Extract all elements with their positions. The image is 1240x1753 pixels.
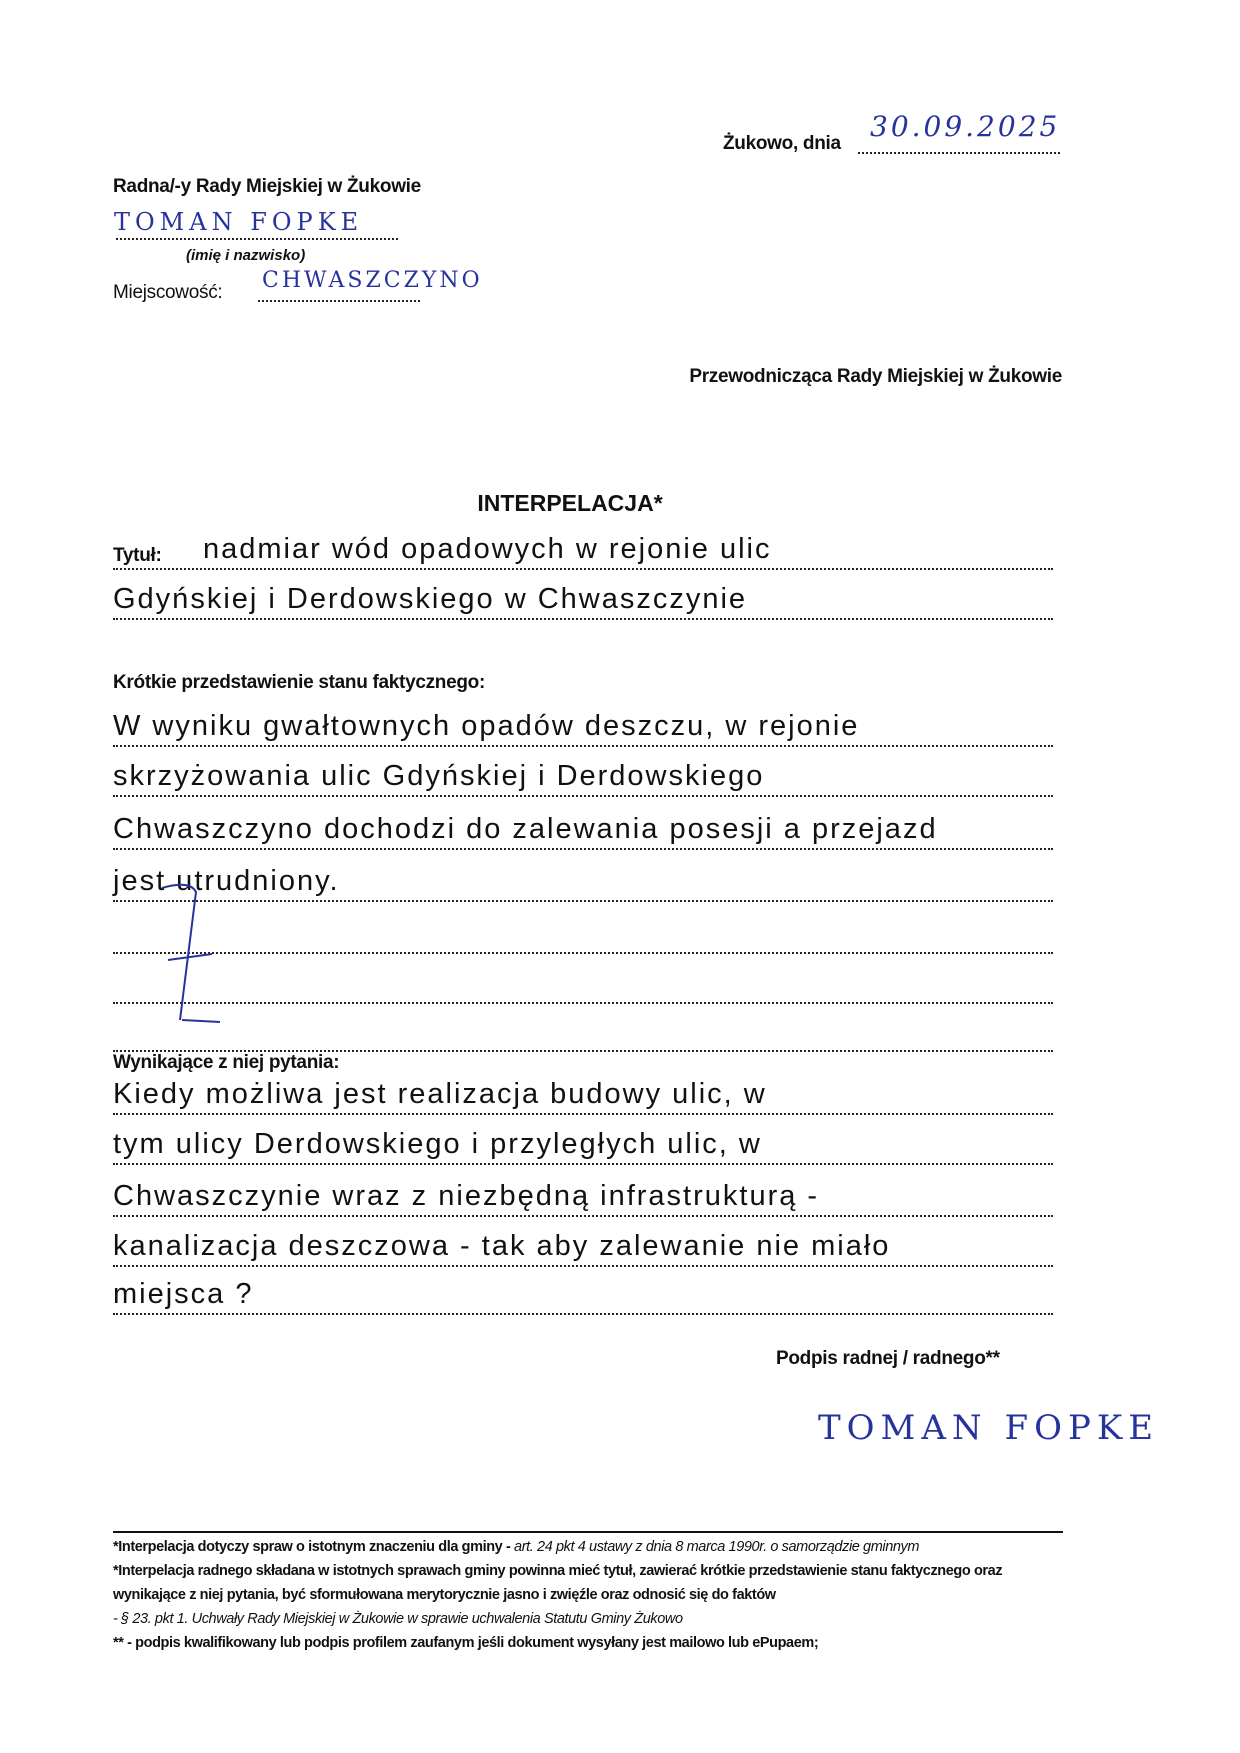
title-line[interactable] xyxy=(113,568,1053,620)
z-strikethrough-mark xyxy=(150,880,230,1030)
facts-line[interactable] xyxy=(113,798,1053,850)
facts-line[interactable] xyxy=(113,745,1053,797)
facts-line[interactable] xyxy=(113,695,1053,747)
locality-field-line xyxy=(258,300,420,302)
facts-text: skrzyżowania ulic Gdyńskiej i Derdowskiego xyxy=(113,760,765,792)
footnote-2-source: - § 23. pkt 1. Uchwały Rady Miejskiej w Żukowie w sprawie uchwalenia Statutu Gminy Żukowo xyxy=(113,1611,683,1627)
locality-value[interactable]: CHWASZCZYNO xyxy=(262,268,483,293)
questions-text: kanalizacja deszczowa - tak aby zalewanie nie miało xyxy=(113,1230,891,1262)
questions-text: miejsca ? xyxy=(113,1278,254,1310)
title-label: Tytuł: xyxy=(113,545,166,567)
facts-line[interactable] xyxy=(113,902,1053,954)
title-text: Gdyńskiej i Derdowskiego w Chwaszczynie xyxy=(113,583,748,615)
name-field-line xyxy=(116,238,398,240)
facts-text: Chwaszczyno dochodzi do zalewania posesji a przejazd xyxy=(113,813,938,845)
questions-line[interactable] xyxy=(113,1215,1053,1267)
facts-text: jest utrudniony. xyxy=(113,865,340,897)
questions-text: Chwaszczynie wraz z niezbędną infrastrukturą - xyxy=(113,1180,820,1212)
facts-line[interactable] xyxy=(113,952,1053,1004)
form-heading: INTERPELACJA* xyxy=(477,490,663,516)
title-line[interactable] xyxy=(113,518,1053,570)
name-caption: (imię i nazwisko) xyxy=(186,247,306,264)
facts-text: W wyniku gwałtownych opadów deszczu, w rejonie xyxy=(113,710,860,742)
footnotes xyxy=(113,1535,1043,1655)
footnote-divider xyxy=(113,1531,1063,1533)
footnote-1-source: art. 24 pkt 4 ustawy z dnia 8 marca 1990r. o samorządzie gminnym xyxy=(514,1539,920,1555)
footnote-2 xyxy=(113,1559,1043,1631)
footnote-3: ** - podpis kwalifikowany lub podpis profilem zaufanym jeśli dokument wysyłany jest mailowo lub ePupaem; xyxy=(113,1635,819,1651)
locality-label: Miejscowość: xyxy=(113,282,223,303)
facts-line[interactable] xyxy=(113,850,1053,902)
footnote-1-text: *Interpelacja dotyczy spraw o istotnym znaczeniu dla gminy - xyxy=(113,1539,515,1555)
questions-label: Wynikające z niej pytania: xyxy=(113,1052,340,1073)
questions-line[interactable] xyxy=(113,1063,1053,1115)
signature: TOMAN FOPKE xyxy=(818,1408,1160,1448)
questions-line[interactable] xyxy=(113,1165,1053,1217)
councillor-heading: Radna/-y Rady Miejskiej w Żukowie xyxy=(113,176,421,197)
questions-line[interactable] xyxy=(113,1263,1053,1315)
councillor-name[interactable]: TOMAN FOPKE xyxy=(114,208,364,236)
questions-text: tym ulicy Derdowskiego i przyległych ulic, w xyxy=(113,1128,762,1160)
footnote-1 xyxy=(113,1535,1043,1559)
facts-line[interactable] xyxy=(113,1000,1053,1052)
addressee: Przewodnicząca Rady Miejskiej w Żukowie xyxy=(689,366,1062,387)
signature-label: Podpis radnej / radnego** xyxy=(776,1348,1000,1369)
place-date-label: Żukowo, dnia xyxy=(723,133,841,154)
footnote-2-text: *Interpelacja radnego składana w istotnych sprawach gminy powinna mieć tytuł, zawierać krótkie przedstawienie stanu faktycznego oraz wynikające z niej pytania, być sformułowana merytorycznie jasno i zwięźle oraz odnosić się do faktów xyxy=(113,1563,1003,1603)
facts-label: Krótkie przedstawienie stanu faktycznego: xyxy=(113,672,486,693)
date-value[interactable]: 30.09.2025 xyxy=(870,110,1061,143)
questions-line[interactable] xyxy=(113,1113,1053,1165)
date-field-line xyxy=(858,152,1060,154)
title-text: nadmiar wód opadowych w rejonie ulic xyxy=(203,533,772,565)
questions-text: Kiedy możliwa jest realizacja budowy ulic, w xyxy=(113,1078,767,1110)
